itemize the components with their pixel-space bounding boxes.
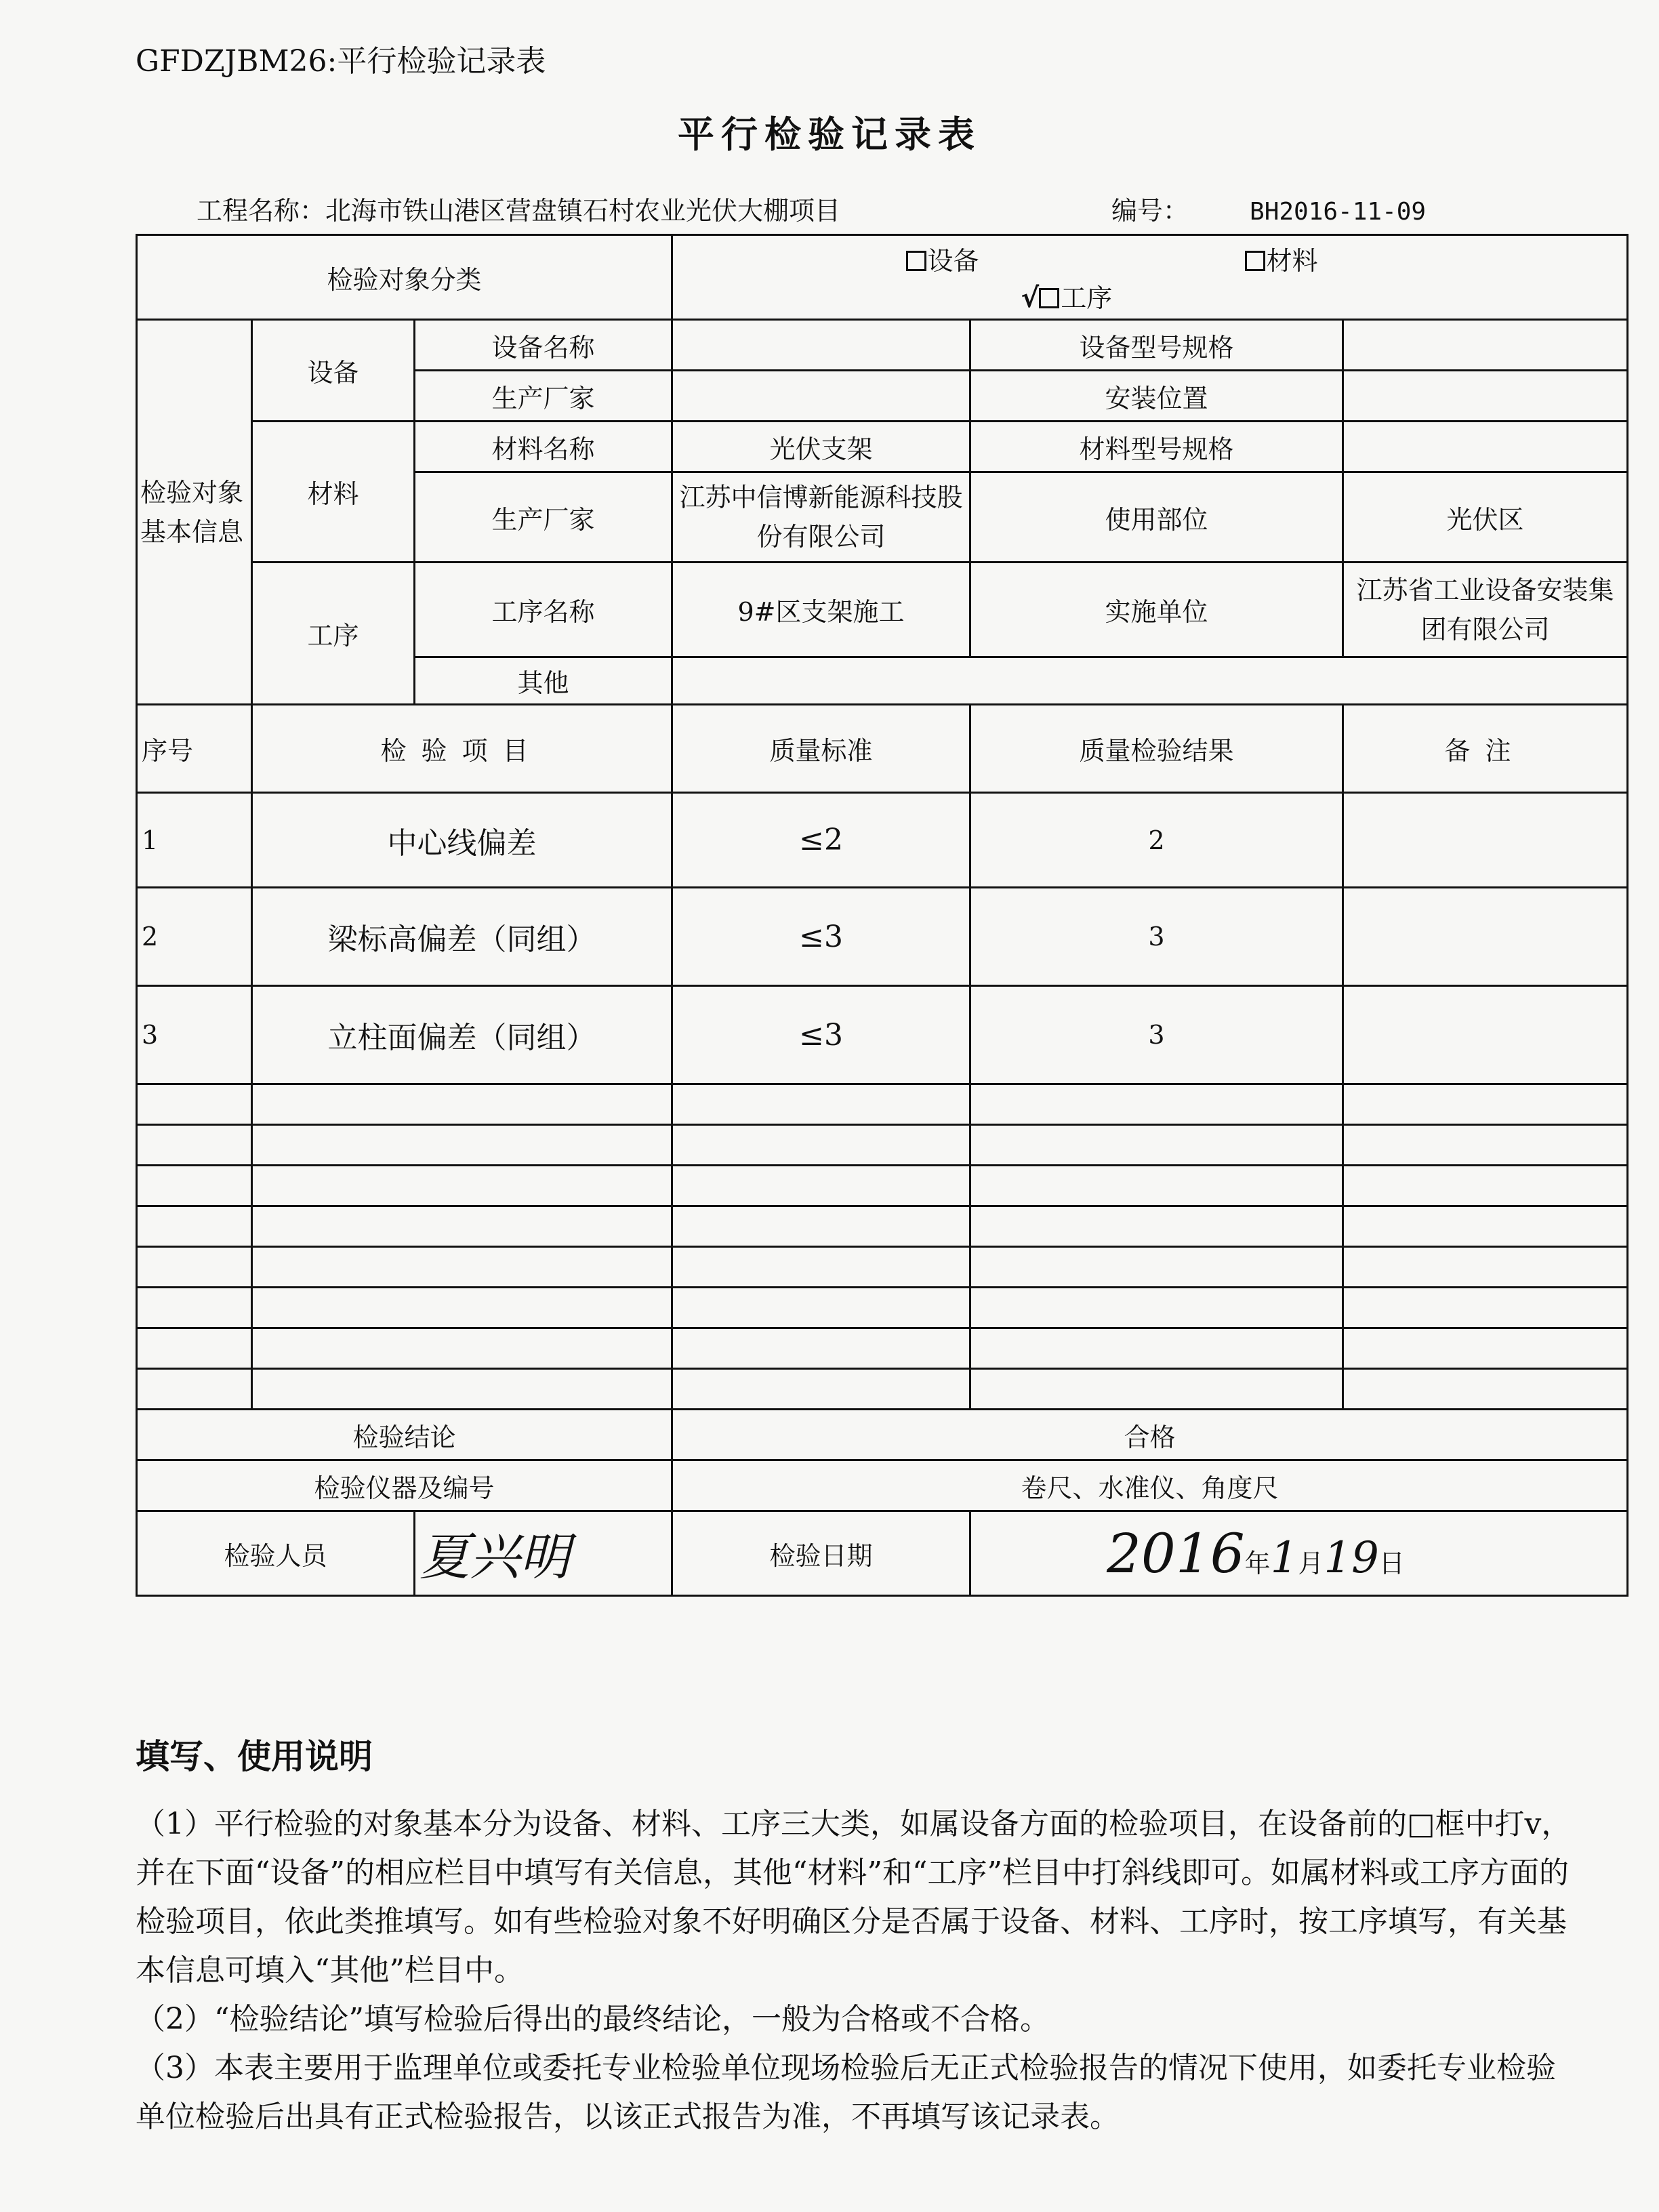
instruction-paragraph: （3）本表主要用于监理单位或委托专业检验单位现场检验后无正式检验报告的情况下使用，如委托专业检验单位检验后出具有正式检验报告，以该正式报告为准，不再填写该记录表。 xyxy=(136,2051,1556,2134)
checkbox-equipment[interactable] xyxy=(906,251,926,271)
equipment-name-value[interactable] xyxy=(672,320,970,371)
project-name: 北海市铁山港区营盘镇石村农业光伏大棚项目 xyxy=(325,196,841,226)
date-year: 2016 xyxy=(1107,1521,1245,1585)
row-result[interactable]: 3 xyxy=(970,888,1343,986)
check-mark-icon: √ xyxy=(1021,283,1040,314)
empty-row xyxy=(137,1247,1628,1288)
date-month: 1 xyxy=(1270,1532,1298,1583)
empty-row xyxy=(137,1084,1628,1125)
checkbox-process[interactable] xyxy=(1039,288,1059,308)
equipment-name-label: 设备名称 xyxy=(415,320,672,371)
row-result[interactable]: 3 xyxy=(970,986,1343,1084)
items-header-row xyxy=(137,705,1628,793)
row-result[interactable]: 2 xyxy=(970,793,1343,888)
instruction-paragraph: （1）平行检验的对象基本分为设备、材料、工序三大类，如属设备方面的检验项目，在设备前的□框中打v，并在下面“设备”的相应栏目中填写有关信息，其他“材料”和“工序”栏目中打斜线即可。如属材料或工序方面的检验项目，依此类推填写。如有些检验对象不好明确区分是否属于设备、材料、工序时，按工序填写，有关基本信息可填入“其他”栏目中。 xyxy=(136,1807,1572,1988)
equipment-maker-label: 生产厂家 xyxy=(415,371,672,422)
row-remark[interactable] xyxy=(1343,986,1628,1084)
row-seq: 1 xyxy=(137,793,252,888)
row-seq: 3 xyxy=(137,986,252,1084)
empty-row xyxy=(137,1288,1628,1328)
process-other-value[interactable] xyxy=(672,657,1628,705)
process-name-value[interactable]: 9#区支架施工 xyxy=(672,562,970,657)
date-month-unit: 月 xyxy=(1298,1548,1324,1578)
inspector-label: 检验人员 xyxy=(137,1511,415,1596)
equipment-location-value[interactable] xyxy=(1343,371,1628,422)
project-label: 工程名称： xyxy=(197,196,326,226)
material-maker-value[interactable]: 江苏中信博新能源科技股份有限公司 xyxy=(672,472,970,562)
instruction-paragraph: （2）“检验结论”填写检验后得出的最终结论，一般为合格或不合格。 xyxy=(136,2002,1050,2036)
equipment-maker-value[interactable] xyxy=(672,371,970,422)
header-standard: 质量标准 xyxy=(672,705,970,793)
material-name-label: 材料名称 xyxy=(415,422,672,472)
instruments-value[interactable]: 卷尺、水准仪、角度尺 xyxy=(672,1460,1628,1511)
date-year-unit: 年 xyxy=(1244,1548,1271,1578)
empty-row xyxy=(137,1166,1628,1206)
row-remark[interactable] xyxy=(1343,888,1628,986)
instruments-row xyxy=(137,1460,1628,1511)
table-row xyxy=(137,793,1628,888)
material-maker-label: 生产厂家 xyxy=(415,472,672,562)
header-seq: 序号 xyxy=(137,705,252,793)
instructions-title: 填写、使用说明 xyxy=(136,1737,373,1776)
empty-row xyxy=(137,1328,1628,1369)
empty-row xyxy=(137,1125,1628,1166)
process-unit-value[interactable]: 江苏省工业设备安装集团有限公司 xyxy=(1343,562,1628,657)
inspection-record-table xyxy=(136,234,1629,1597)
row-seq: 2 xyxy=(137,888,252,986)
signature-row xyxy=(137,1511,1628,1596)
row-item: 立柱面偏差（同组） xyxy=(252,986,672,1084)
row-item: 梁标高偏差（同组） xyxy=(252,888,672,986)
option-equipment: 设备 xyxy=(927,246,979,276)
number-label: 编号： xyxy=(1111,196,1189,226)
option-material: 材料 xyxy=(1266,246,1318,276)
number-value: BH2016-11-09 xyxy=(1250,198,1427,226)
empty-row xyxy=(137,1206,1628,1247)
row-item: 中心线偏差 xyxy=(252,793,672,888)
row-standard: ≤2 xyxy=(672,793,970,888)
info-section-label: 检验对象基本信息 xyxy=(137,320,252,705)
material-name-value[interactable]: 光伏支架 xyxy=(672,422,970,472)
row-remark[interactable] xyxy=(1343,793,1628,888)
equipment-location-label: 安装位置 xyxy=(970,371,1343,422)
table-row xyxy=(137,986,1628,1084)
empty-row xyxy=(137,1369,1628,1410)
material-label: 材料 xyxy=(252,422,415,562)
instruments-label: 检验仪器及编号 xyxy=(137,1460,672,1511)
equipment-model-value[interactable] xyxy=(1343,320,1628,371)
row-standard: ≤3 xyxy=(672,986,970,1084)
process-label: 工序 xyxy=(252,562,415,705)
row-standard: ≤3 xyxy=(672,888,970,986)
date-label: 检验日期 xyxy=(672,1511,970,1596)
equipment-label: 设备 xyxy=(252,320,415,422)
conclusion-row xyxy=(137,1410,1628,1460)
date-day: 19 xyxy=(1324,1532,1379,1583)
category-options xyxy=(672,235,1628,320)
date-day-unit: 日 xyxy=(1378,1548,1405,1578)
form-code: GFDZJBM26:平行检验记录表 xyxy=(136,44,546,79)
inspector-signature[interactable]: 夏兴明 xyxy=(415,1511,672,1596)
header-item: 检验项目 xyxy=(252,705,672,793)
number-line xyxy=(1111,190,1426,227)
material-usage-value[interactable]: 光伏区 xyxy=(1343,472,1628,562)
material-usage-label: 使用部位 xyxy=(970,472,1343,562)
process-unit-label: 实施单位 xyxy=(970,562,1343,657)
inspection-date[interactable] xyxy=(970,1511,1628,1596)
process-name-label: 工序名称 xyxy=(415,562,672,657)
table-row xyxy=(137,888,1628,986)
header-result: 质量检验结果 xyxy=(970,705,1343,793)
header-remark: 备注 xyxy=(1343,705,1628,793)
project-line xyxy=(197,190,840,227)
equipment-model-label: 设备型号规格 xyxy=(970,320,1343,371)
conclusion-value[interactable]: 合格 xyxy=(672,1410,1628,1460)
process-other-label: 其他 xyxy=(415,657,672,705)
instructions-body xyxy=(136,1800,1572,2142)
material-model-value[interactable] xyxy=(1343,422,1628,472)
conclusion-label: 检验结论 xyxy=(137,1410,672,1460)
page-title: 平行检验记录表 xyxy=(678,113,981,156)
material-model-label: 材料型号规格 xyxy=(970,422,1343,472)
category-label: 检验对象分类 xyxy=(137,235,672,320)
checkbox-material[interactable] xyxy=(1245,251,1265,271)
category-row xyxy=(137,235,1628,320)
option-process: 工序 xyxy=(1061,283,1113,313)
